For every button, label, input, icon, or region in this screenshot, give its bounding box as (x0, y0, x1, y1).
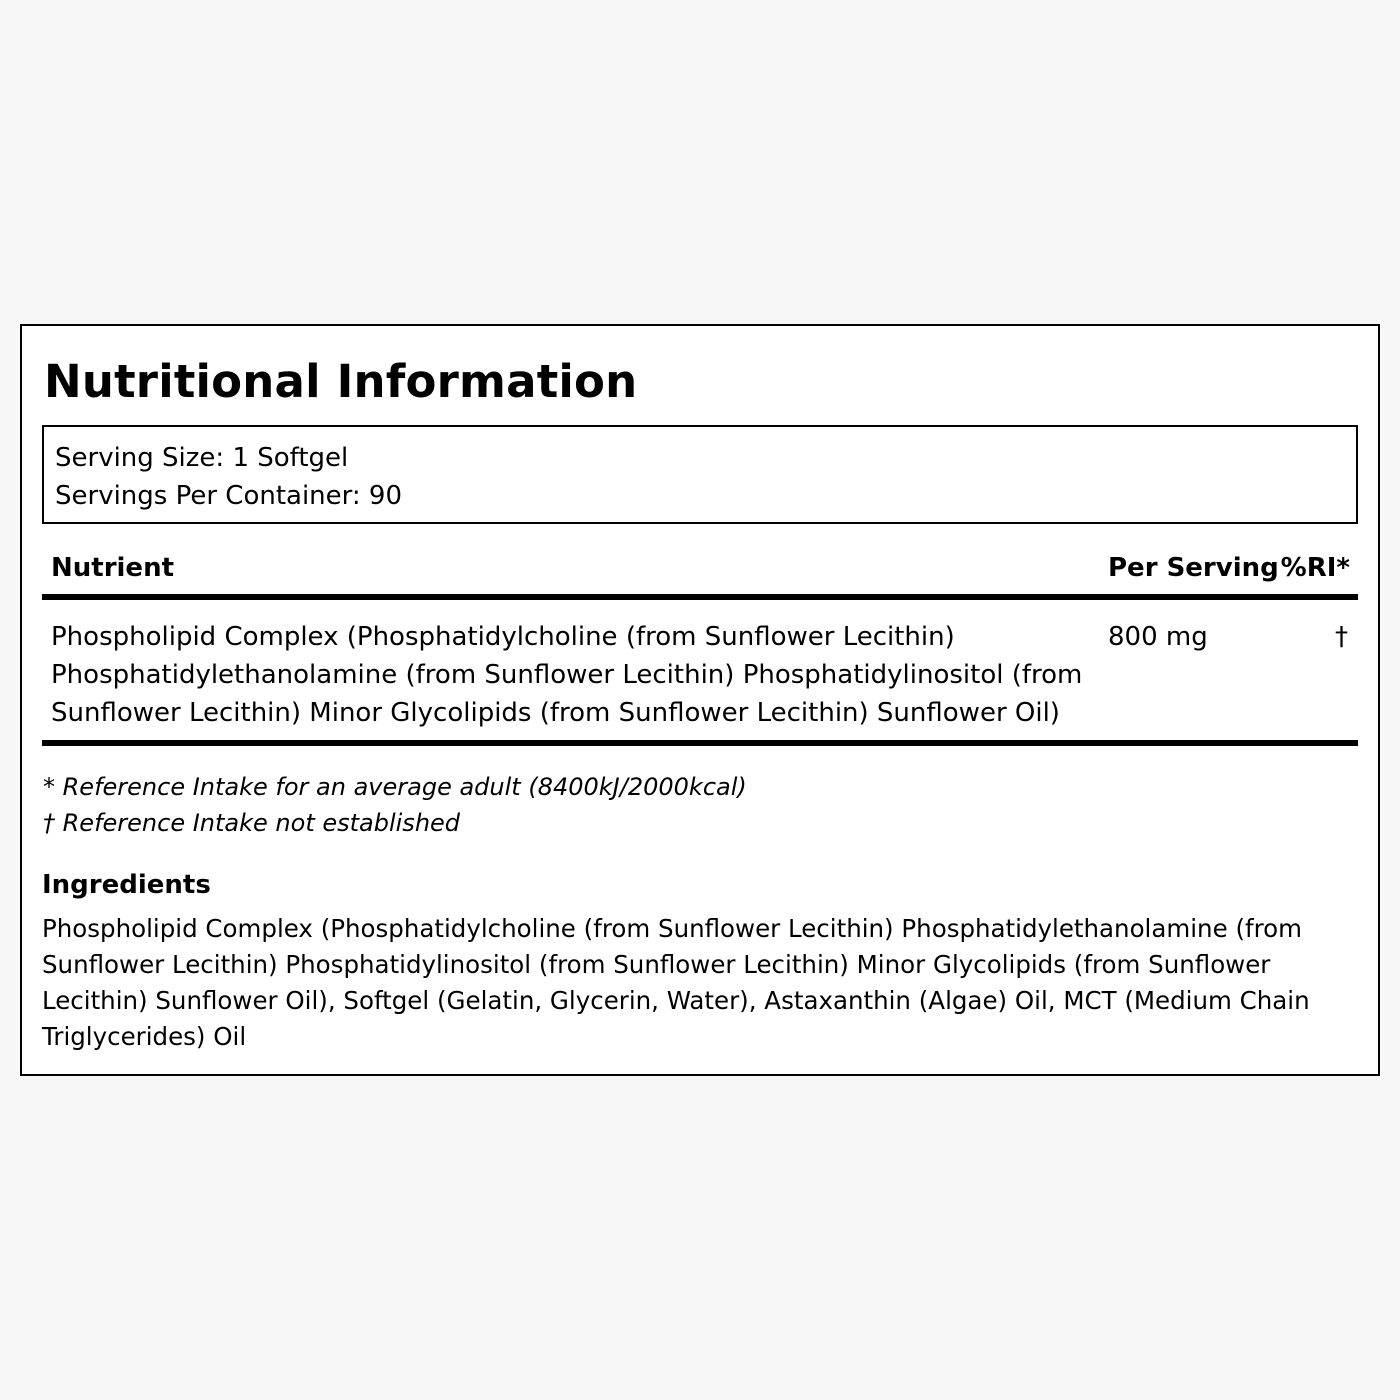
page-title: Nutritional Information (44, 355, 638, 408)
nutrient-ri: † (1335, 622, 1348, 652)
servings-per-container: Servings Per Container: 90 (55, 481, 403, 511)
ingredients-text: Phospholipid Complex (Phosphatidylcholine (from Sunflower Lecithin) Phosphatidylethanolamine (from Sunflower Lecithin) Phosphatidylinositol (from Sunflower Lecithin) Minor Glycolipids (from Sunflower Lecithin) Sunflower Oil), Softgel (Gelatin, Glycerin, Water), Astaxanthin (Algae) Oil, MCT (Medium Chain Triglycerides) Oil (42, 914, 1310, 1051)
ingredients-heading: Ingredients (42, 870, 211, 900)
nutrient-name: Phospholipid Complex (Phosphatidylcholine (from Sunflower Lecithin) Phosphatidylethanolamine (from Sunflower Lecithin) Phosphatidylinositol (from Sunflower Lecithin) Minor Glycolipids (from Sunflower Lecithin) Sunflower Oil) (51, 622, 1083, 728)
column-header-per-serving: Per Serving (1108, 553, 1279, 583)
table-divider-bottom (42, 740, 1358, 746)
column-header-ri: %RI* (1280, 553, 1350, 583)
nutrition-panel (20, 324, 1380, 1076)
footnote-reference-intake: * Reference Intake for an average adult (8400kJ/2000kcal) (43, 773, 747, 801)
serving-size: Serving Size: 1 Softgel (55, 443, 349, 473)
table-divider-top (42, 594, 1358, 600)
footnote-not-established: † Reference Intake not established (43, 809, 461, 837)
serving-info-box (42, 425, 1358, 524)
column-header-nutrient: Nutrient (51, 553, 175, 583)
nutrient-amount: 800 mg (1108, 622, 1208, 652)
